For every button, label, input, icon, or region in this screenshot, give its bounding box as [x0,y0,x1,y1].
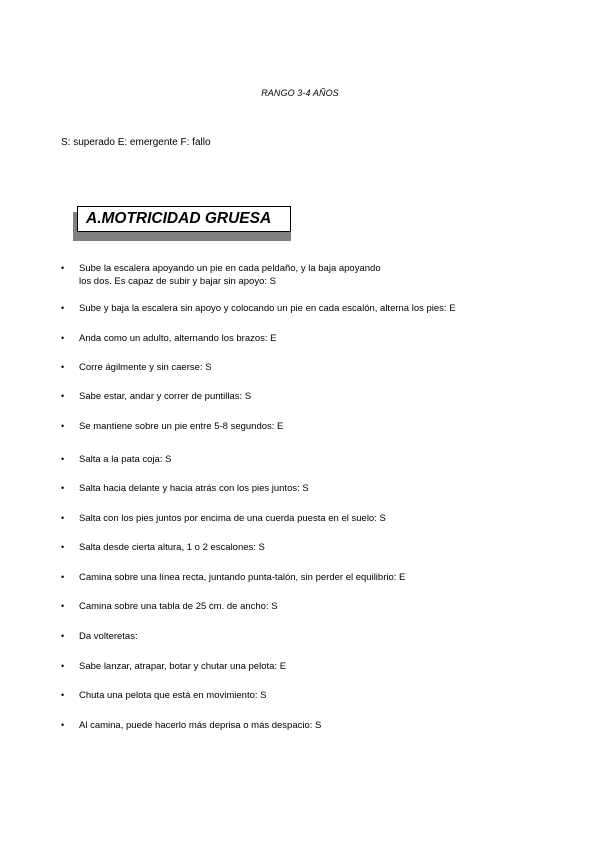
bullet-icon: • [61,421,65,431]
bullet-icon: • [61,542,65,552]
list-item-text [79,482,309,495]
list-item-text [79,719,321,732]
list-item-text [79,361,212,374]
bullet-icon: • [61,333,65,343]
section-title: A.MOTRICIDAD GRUESA [86,210,272,227]
list-item-text [79,571,405,584]
list-item-line: Chuta una pelota que está en movimiento: S [79,690,267,701]
bullet-icon: • [61,661,65,671]
page-title: RANGO 3-4 AÑOS [261,88,339,98]
bullet-icon: • [61,572,65,582]
list-item-line: Salta desde cierta altura, 1 o 2 escalones: S [79,542,265,553]
list-item-line: Sabe lanzar, atrapar, botar y chutar una pelota: E [79,661,287,672]
list-item-text [79,512,386,525]
list-item-line: Salta con los pies juntos por encima de una cuerda puesta en el suelo: S [79,513,386,524]
list-item-line: Corre ágilmente y sin caerse: S [79,362,212,373]
bullet-icon: • [61,720,65,730]
list-item-line: Salta hacia delante y hacia atrás con los pies juntos: S [79,483,309,494]
bullet-icon: • [61,362,65,372]
list-item-line: Sube la escalera apoyando un pie en cada peldaño, y la baja apoyando [79,263,381,274]
list-item-text [79,390,251,403]
bullet-icon: • [61,303,65,313]
list-item-text [79,630,138,643]
list-item-line: Salta a la pata coja: S [79,454,172,465]
list-item-line: Camina sobre una línea recta, juntando punta-talón, sin perder el equilibrio: E [79,572,406,583]
section-box [77,206,291,232]
list-item-text [79,660,286,673]
list-item-text [79,420,283,433]
list-item-line: los dos. Es capaz de subir y bajar sin apoyo: S [79,276,276,287]
bullet-icon: • [61,690,65,700]
list-item-text [79,541,265,554]
list-item-text [79,332,277,345]
bullet-icon: • [61,483,65,493]
legend: S: superado E: emergente F: fallo [61,137,211,148]
list-item-line: Se mantiene sobre un pie entre 5-8 segundos: E [79,421,284,432]
bullet-icon: • [61,454,65,464]
list-item-line: Camina sobre una tabla de 25 cm. de ancho: S [79,601,278,612]
list-item-text [79,600,278,613]
list-item-text [79,262,381,288]
bullet-icon: • [61,513,65,523]
list-item-line: Al camina, puede hacerlo más deprisa o más despacio: S [79,720,322,731]
list-item-line: Da volteretas: [79,631,138,642]
list-item-line: Anda como un adulto, alternando los brazos: E [79,333,277,344]
list-item-text [79,453,171,466]
list-item-line: Sube y baja la escalera sin apoyo y colocando un pie en cada escalón, alterna los pies: E [79,303,456,314]
list-item-text [79,302,456,315]
bullet-icon: • [61,263,65,273]
list-item-text [79,689,266,702]
bullet-icon: • [61,391,65,401]
bullet-icon: • [61,631,65,641]
bullet-icon: • [61,601,65,611]
list-item-line: Sabe estar, andar y correr de puntillas: S [79,391,252,402]
